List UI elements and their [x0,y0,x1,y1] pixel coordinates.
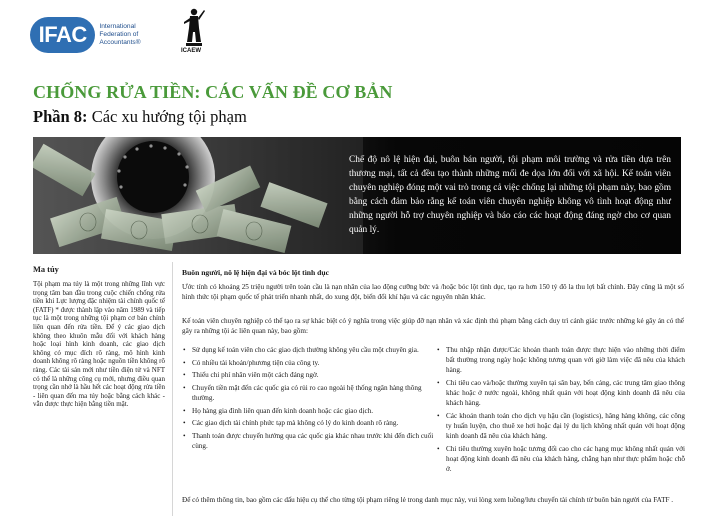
sidebar-body: Tội phạm ma túy là một trong những lĩnh vực trọng tâm ban đầu trong cuộc chiến chống rửa tiền khi Lực lượng đặc nhiệm tài chính quốc tế (FATF) * được thành lập vào năm 1989 và tiếp tục là một trong những tội phạm cơ bản chính liên quan đến rửa tiền. Để ý các giao dịch không theo khuôn mẫu đối với khách hàng hoặc loại hình kinh doanh, các giao dịch không có mục đích rõ ràng, mô hình kinh doanh không rõ ràng hoặc nguồn tiền không rõ ràng. Các tài sản mới như tiền điện tử và NFT có thể là những công cụ mới, nhưng điều quan trọng cần nhớ là hầu hết các hoạt động rửa tiền - liên quan đến ma túy hoặc bằng cách khác - vẫn được thực hiện bằng tiền mặt. [33,280,165,409]
main-heading: Buôn người, nô lệ hiện đại và bóc lột tình dục [182,268,329,277]
section-title [33,107,247,127]
paragraph-role: Kế toán viên chuyên nghiệp có thể tạo ra sự khác biệt có ý nghĩa trong việc giúp đỡ nạn nhân và xác định thủ phạm bằng cách duy trì cảnh giác trước những kẻ gây án có thể gây ra những tội ác liên quan này, bao gồm: [182,317,684,335]
list-item: • Chi tiêu thường xuyên hoặc tương đối cao cho các hạng mục không nhất quán với hoạt động kinh doanh đã nêu của khách hàng, chẳng hạn như thực phẩm hoặc chỗ ở. [437,444,685,475]
section-label: Phần 8: [33,107,88,126]
money-washing-machine-image [33,137,363,254]
ifac-logo-badge: IFAC [30,17,95,53]
list-item: • Họ hàng gia đình liên quan đến kinh doanh hoặc các giao dịch. [183,406,441,416]
indicator-list-left [183,345,441,454]
list-item: • Thu nhập nhận được/Các khoản thanh toán được thực hiện vào những thời điểm bất thường trong ngày hoặc không tương quan với giờ làm việc đã nêu của khách hàng. [437,345,685,376]
ifac-logo [30,17,148,53]
list-item: • Thanh toán được chuyển hướng qua các quốc gia khác nhau trước khi đến đích cuối cùng. [183,431,441,451]
document-title: CHỐNG RỬA TIỀN: CÁC VẤN ĐỀ CƠ BẢN [33,82,393,102]
list-item: • Có nhiều tài khoản/phương tiện của công ty. [183,358,441,368]
hero-text: Chế độ nô lệ hiện đại, buôn bán người, tội phạm môi trường và rửa tiền dựa trên thương mại, tất cả đều tạo thành những mối đe dọa lớn đối với xã hội. Kế toán viên chuyên nghiệp đóng một vai trò trong cả việc chống lại những tội phạm này, bao gồm bằng cách đảm bảo rằng kế toán viên chuyên nghiệp không vô tình hoạt động như những người hỗ trợ chuyên nghiệp và báo cáo các hoạt động đáng ngờ cho cơ quan quản lý. [349,155,671,236]
list-item: • Các khoản thanh toán cho dịch vụ hậu cần (logistics), hãng hàng không, các công ty huấn luyện, cho thuê xe hơi hoặc đại lý du lịch không nhất quán với hoạt động kinh doanh đã nêu của khách hàng. [437,411,685,442]
ifac-logo-text: International Federation of Accountants® [99,23,141,46]
paragraph-intro: Ước tính có khoảng 25 triệu người trên toàn cầu là nạn nhân của lao động cưỡng bức và /hoặc bóc lột tình dục, tạo ra hơn 150 tỷ đô la thu lợi bất chính. Đây cũng là một số hình thức tội phạm quốc tế phát triển nhanh nhất, do xung đột, biến đổi khí hậu và các nguyên nhân khác. [182,283,684,301]
statue-crest-icon [181,6,207,54]
list-item: • Thiếu chi phí nhân viên một cách đáng ngờ. [183,370,441,380]
hero-banner [33,137,681,254]
column-divider [172,262,173,516]
footer-note: Để có thêm thông tin, bao gồm các dấu hiệu cụ thể cho từng tội phạm riêng lẻ trong danh mục này, vui lòng xem luồng/lưu chuyển tài chính từ buôn bán người của FATF . [182,496,674,504]
list-item: • Chi tiêu cao và/hoặc thường xuyên tại sân bay, bến cảng, các trung tâm giao thông khác hoặc ở nước ngoài, không nhất quán với hoạt động kinh doanh đã nêu của khách hàng. [437,378,685,409]
list-item: • Chuyển tiền mặt đến các quốc gia có rủi ro cao ngoài hệ thống ngân hàng thông thường. [183,383,441,403]
list-item: • Sử dụng kế toán viên cho các giao dịch thường không yêu cầu một chuyên gia. [183,345,441,355]
icaew-logo-text: ICAEW [181,48,201,54]
list-item: • Các giao dịch tài chính phức tạp mà không có lý do kinh doanh rõ ràng. [183,418,441,428]
indicator-list-right [437,345,685,477]
sidebar-heading: Ma túy [33,265,59,274]
section-name: Các xu hướng tội phạm [91,107,247,126]
